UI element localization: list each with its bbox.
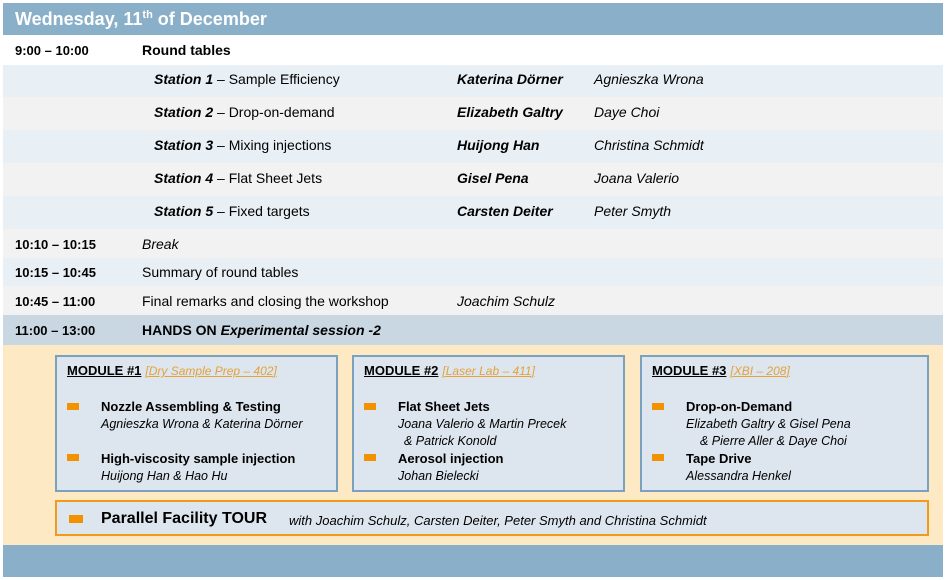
bullet-icon — [652, 454, 664, 461]
time-label: 10:45 – 11:00 — [15, 294, 96, 309]
station-lead: Huijong Han — [457, 137, 540, 153]
station-lead: Katerina Dörner — [457, 71, 563, 87]
bullet-icon — [652, 403, 664, 410]
station-name: Station 4 – Flat Sheet Jets — [154, 170, 323, 186]
bullet-icon — [67, 403, 79, 410]
module-people: Alessandra Henkel — [686, 469, 791, 483]
station-name: Station 3 – Mixing injections — [154, 137, 332, 153]
station-co: Daye Choi — [594, 104, 660, 120]
tour-title: Parallel Facility TOUR — [101, 510, 267, 527]
schedule-row-closing — [3, 286, 943, 315]
station-name: Station 1 – Sample Efficiency — [154, 71, 340, 87]
module-2-box — [352, 355, 625, 492]
footer-bar — [3, 545, 943, 577]
module-room: [Dry Sample Prep – 402] — [145, 364, 277, 378]
station-co: Christina Schmidt — [594, 137, 704, 153]
day-weekday: Wednesday, 11 — [15, 9, 143, 29]
time-label: 11:00 – 13:00 — [15, 323, 96, 338]
module-people: & Pierre Aller & Daye Choi — [700, 434, 847, 448]
time-label: 9:00 – 10:00 — [15, 43, 89, 58]
module-title: MODULE #2 [Laser Lab – 411] — [364, 363, 535, 378]
module-title: MODULE #1 [Dry Sample Prep – 402] — [67, 363, 277, 378]
station-row — [3, 196, 943, 229]
module-people: Huijong Han & Hao Hu — [101, 469, 228, 483]
station-co: Peter Smyth — [594, 203, 672, 219]
station-lead: Gisel Pena — [457, 170, 529, 186]
day-ordinal: th — [142, 9, 153, 21]
module-item: Aerosol injection — [398, 451, 504, 466]
session-title: Round tables — [142, 42, 231, 58]
facility-tour-box — [55, 500, 929, 536]
module-people: Joana Valerio & Martin Precek — [398, 417, 567, 431]
station-row — [3, 97, 943, 130]
station-row — [3, 163, 943, 196]
schedule-row-summary — [3, 258, 943, 286]
tour-guides: with Joachim Schulz, Carsten Deiter, Peter Smyth and Christina Schmidt — [289, 513, 707, 528]
module-item: High-viscosity sample injection — [101, 451, 296, 466]
session-title: HANDS ON Experimental session -2 — [142, 322, 381, 338]
station-row — [3, 65, 943, 97]
station-name: Station 5 – Fixed targets — [154, 203, 310, 219]
session-title: Summary of round tables — [142, 264, 299, 280]
module-people: Elizabeth Galtry & Gisel Pena — [686, 417, 851, 431]
module-room: [XBI – 208] — [730, 364, 790, 378]
module-3-box — [640, 355, 929, 492]
module-item: Nozzle Assembling & Testing — [101, 399, 281, 414]
session-title: Break — [142, 236, 179, 252]
module-people: Johan Bielecki — [398, 469, 479, 483]
day-header — [3, 3, 943, 35]
schedule-row-round-tables — [3, 35, 943, 65]
day-month: of December — [152, 9, 267, 29]
time-label: 10:15 – 10:45 — [15, 265, 96, 280]
station-lead: Elizabeth Galtry — [457, 104, 563, 120]
bullet-icon — [69, 515, 83, 523]
bullet-icon — [364, 454, 376, 461]
module-item: Tape Drive — [686, 451, 752, 466]
module-room: [Laser Lab – 411] — [442, 364, 535, 378]
module-item: Flat Sheet Jets — [398, 399, 490, 414]
session-title: Final remarks and closing the workshop — [142, 293, 389, 309]
module-title: MODULE #3 [XBI – 208] — [652, 363, 790, 378]
module-people: & Patrick Konold — [404, 434, 497, 448]
schedule-row-break — [3, 229, 943, 258]
station-co: Joana Valerio — [594, 170, 680, 186]
station-row — [3, 130, 943, 163]
session-speaker: Joachim Schulz — [457, 293, 556, 309]
station-name: Station 2 – Drop-on-demand — [154, 104, 335, 120]
schedule-row-hands-on — [3, 315, 943, 345]
station-co: Agnieszka Wrona — [594, 71, 704, 87]
bullet-icon — [364, 403, 376, 410]
time-label: 10:10 – 10:15 — [15, 237, 96, 252]
module-1-box — [55, 355, 338, 492]
module-item: Drop-on-Demand — [686, 399, 793, 414]
bullet-icon — [67, 454, 79, 461]
station-lead: Carsten Deiter — [457, 203, 553, 219]
module-people: Agnieszka Wrona & Katerina Dörner — [101, 417, 303, 431]
